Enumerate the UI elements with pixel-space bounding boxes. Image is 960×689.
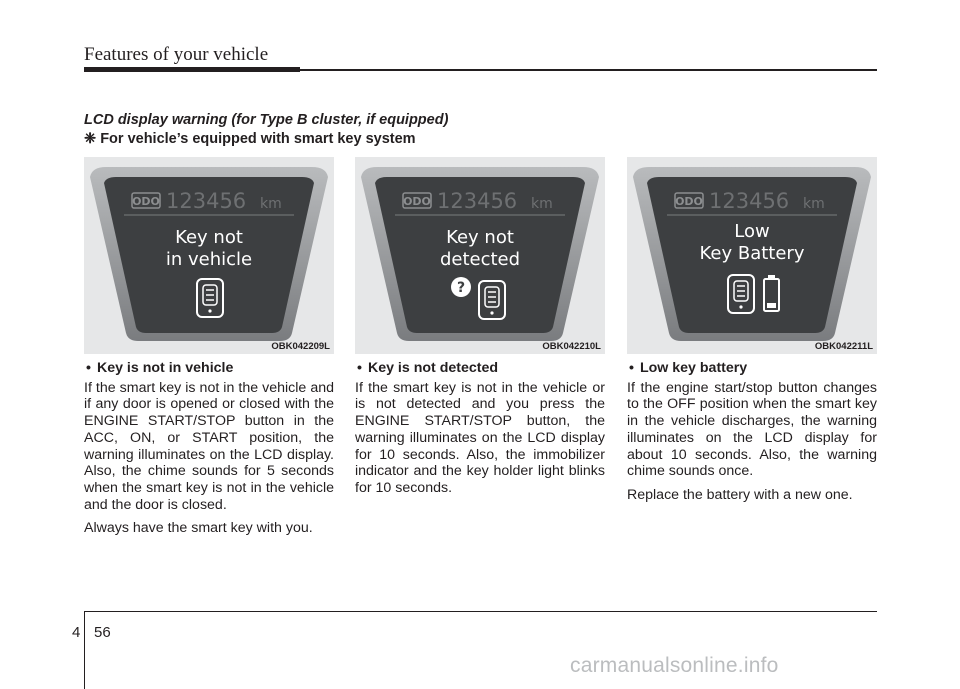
lcd-odo-label: ODO bbox=[132, 195, 160, 208]
image-code: OBK042210L bbox=[542, 341, 601, 352]
watermark: carmanualsonline.info bbox=[570, 654, 779, 677]
note-symbol-icon: ❈ bbox=[84, 131, 97, 147]
section-subtitle bbox=[84, 131, 416, 147]
image-code: OBK042211L bbox=[814, 341, 873, 352]
lcd-message-line1: Key not bbox=[446, 227, 514, 248]
page-number: 56 bbox=[94, 624, 111, 641]
lcd-message-line2: in vehicle bbox=[165, 249, 253, 270]
header-rule-thin bbox=[300, 69, 877, 71]
paragraph: If the engine start/stop button changes to the OFF position when the smart key in the vehicle discharges, the warning illuminates on the LCD display for about 10 seconds. Also, the warning chime sounds once. bbox=[627, 379, 877, 480]
lcd-cluster-illustration bbox=[355, 157, 605, 354]
lcd-cluster-illustration bbox=[84, 157, 334, 354]
lcd-mileage: 123456 bbox=[166, 189, 247, 213]
lcd-message-line1: Key not bbox=[175, 227, 243, 248]
lcd-mileage: 123456 bbox=[709, 189, 790, 213]
chapter-number: 4 bbox=[72, 624, 81, 641]
text-column-key-not-detected bbox=[355, 360, 605, 504]
lcd-unit: km bbox=[531, 196, 553, 212]
footer-divider bbox=[84, 611, 85, 689]
lcd-mileage: 123456 bbox=[437, 189, 518, 213]
paragraph: Always have the smart key with you. bbox=[84, 520, 313, 537]
lcd-cluster-illustration bbox=[627, 157, 877, 354]
footer-rule bbox=[84, 611, 877, 612]
lcd-message-line1: Low bbox=[734, 221, 770, 242]
lcd-image-key-not-in-vehicle bbox=[84, 157, 334, 354]
header-rule-thick bbox=[84, 67, 300, 72]
bullet-item: • Key is not in vehicle bbox=[86, 360, 234, 376]
lcd-unit: km bbox=[803, 196, 825, 212]
lcd-odo-label: ODO bbox=[675, 195, 703, 208]
lcd-image-low-key-battery bbox=[627, 157, 877, 354]
lcd-message-line2: detected bbox=[439, 249, 521, 270]
bullet-item: • Key is not detected bbox=[357, 360, 499, 376]
lcd-image-key-not-detected bbox=[355, 157, 605, 354]
page-header-title: Features of your vehicle bbox=[84, 44, 269, 65]
bullet-item: • Low key battery bbox=[629, 360, 748, 376]
image-code: OBK042209L bbox=[271, 341, 330, 352]
lcd-unit: km bbox=[260, 196, 282, 212]
subtitle-text: For vehicle’s equipped with smart key system bbox=[100, 131, 416, 147]
lcd-odo-label: ODO bbox=[403, 195, 431, 208]
svg-text:?: ? bbox=[456, 280, 466, 296]
paragraph: If the smart key is not in the vehicle and if any door is opened or closed with the ENGINE START/STOP button in the ACC, ON, or START position, the warning illuminates on the LCD display. Also, the chime sounds for 5 seconds when the smart key is not in the vehicle and the door is closed. bbox=[84, 379, 334, 513]
text-column-low-key-battery bbox=[627, 360, 877, 511]
section-title: LCD display warning (for Type B cluster, if equipped) bbox=[84, 112, 449, 128]
paragraph: If the smart key is not in the vehicle or is not detected and you press the ENGINE START/STOP button, the warning illuminates on the LCD display for 10 seconds. Also, the immobilizer indicator and the key holder light blinks for 10 seconds. bbox=[355, 379, 605, 496]
paragraph: Replace the battery with a new one. bbox=[627, 486, 853, 503]
lcd-message-line2: Key Battery bbox=[699, 243, 805, 264]
text-column-key-not-in-vehicle bbox=[84, 360, 334, 544]
